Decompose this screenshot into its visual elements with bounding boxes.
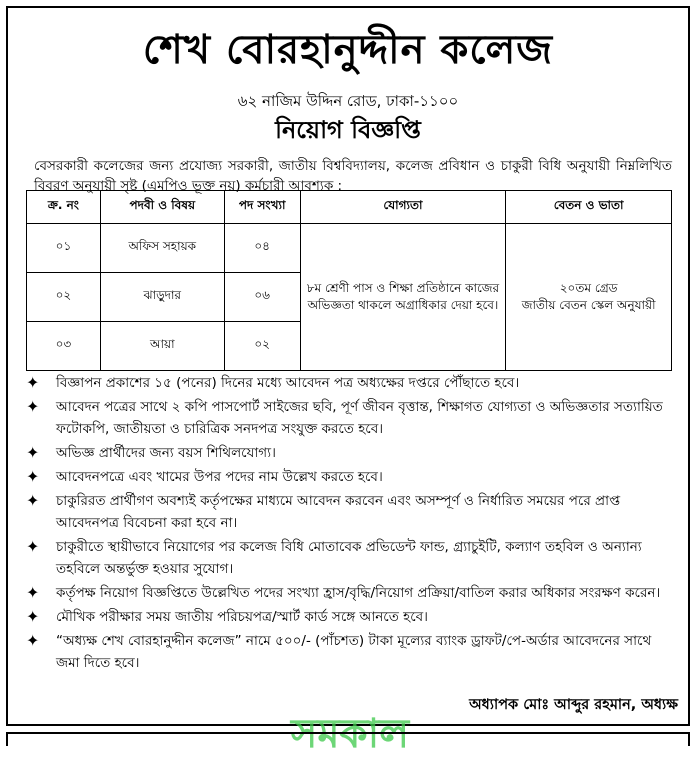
list-item: ✦ মৌখিক পরীক্ষার সময় জাতীয় পরিচয়পত্র/স্মার্ট কার্ড সঙ্গে আনতে হবে। — [26, 607, 429, 626]
newspaper-watermark: সমকাল — [290, 711, 410, 757]
row-count: ০২ — [224, 322, 300, 371]
list-item: ✦ “অধ্যক্ষ শেখ বোরহানুদ্দীন কলেজ” নামে ৫০০/- (পাঁচশত) টাকা মূল্যের ব্যাংক ড্রাফট/পে-অর্ডার আবেদনের সাথে জমা দিতে হবে। — [26, 631, 652, 671]
row-serial: ০৩ — [27, 322, 101, 371]
header-qualification: যোগ্যতা — [300, 191, 506, 224]
row-count: ০৪ — [224, 224, 300, 273]
bullet-icon: ✦ — [26, 467, 40, 486]
bullet-icon: ✦ — [26, 443, 40, 462]
row-serial: ০২ — [27, 273, 101, 322]
row-count: ০৬ — [224, 273, 300, 322]
table-row — [27, 224, 672, 273]
college-name: শেখ বোরহানুদ্দীন কলেজ — [142, 27, 554, 73]
list-item: ✦ অভিজ্ঞ প্রার্থীদের জন্য বয়স শিথিলযোগ্য। — [26, 443, 276, 462]
bullet-icon: ✦ — [26, 397, 40, 416]
row-post: আয়া — [100, 322, 224, 371]
bullet-icon: ✦ — [26, 491, 40, 510]
terms-list — [26, 372, 672, 676]
list-item: ✦ চাকুরীতে স্থায়ীভাবে নিয়োগের পর কলেজ বিধি মোতাবেক প্রভিডেন্ট ফান্ড, গ্র্যাচুইটি, কল্যাণ তহবিল ও অন্যান্য তহবিলে অন্তর্ভুক্ত হওয়ার সুযোগ। — [26, 537, 642, 577]
salary-cell — [506, 224, 672, 371]
college-address: ৬২ নাজিম উদ্দিন রোড, ঢাকা-১১০০ — [237, 92, 459, 110]
bullet-icon: ✦ — [26, 537, 40, 556]
list-item: ✦ বিজ্ঞাপন প্রকাশের ১৫ (পনের) দিনের মধ্যে আবেদন পত্র অধ্যক্ষের দপ্তরে পৌঁছাতে হবে। — [26, 373, 520, 392]
list-item: ✦ চাকুরিরত প্রার্থীগণ অবশ্যই কর্তৃপক্ষের মাধ্যমে আবেদন করবেন এবং অসম্পূর্ণ ও নির্ধারিত সময়ের পরে প্রাপ্ত আবেদনপত্র বিবেচনা করা হবে না। — [26, 491, 621, 531]
vacancy-table — [26, 190, 672, 371]
header-count: পদ সংখ্যা — [224, 191, 300, 224]
table-header-row — [27, 191, 672, 224]
bullet-icon: ✦ — [26, 607, 40, 626]
next-notice-edge — [6, 732, 690, 746]
row-serial: ০১ — [27, 224, 101, 273]
bullet-icon: ✦ — [26, 373, 40, 392]
header-serial: ক্র. নং — [27, 191, 101, 224]
notice-title: নিয়োগ বিজ্ঞপ্তি — [275, 116, 421, 144]
header-salary: বেতন ও ভাতা — [506, 191, 672, 224]
list-item: ✦ কর্তৃপক্ষ নিয়োগ বিজ্ঞপ্তিতে উল্লেখিত পদের সংখ্যা হ্রাস/বৃদ্ধি/নিয়োগ প্রক্রিয়া/বাতিল করার অধিকার সংরক্ষণ করেন। — [26, 583, 661, 602]
list-item: ✦ আবেদন পত্রের সাথে ২ কপি পাসপোর্ট সাইজের ছবি, পূর্ণ জীবন বৃত্তান্ত, শিক্ষাগত যোগ্যতা ও অভিজ্ঞতার সত্যায়িত ফটোকপি, জাতীয়তা ও চারিত্রিক সনদপত্র সংযুক্ত করতে হবে। — [26, 397, 663, 437]
list-item: ✦ আবেদনপত্রে এবং খামের উপর পদের নাম উল্লেখ করতে হবে। — [26, 467, 383, 486]
row-post: অফিস সহায়ক — [100, 224, 224, 273]
qualification-cell: ৮ম শ্রেণী পাস ও শিক্ষা প্রতিষ্ঠানে কাজের অভিজ্ঞতা থাকলে অগ্রাধিকার দেয়া হবে। — [300, 224, 506, 371]
bullet-icon: ✦ — [26, 583, 40, 602]
salary-grade: ২০তম গ্রেড — [559, 281, 618, 295]
principal-signature: অধ্যাপক মোঃ আব্দুর রহমান, অধ্যক্ষ — [469, 697, 678, 713]
header-post: পদবী ও বিষয় — [100, 191, 224, 224]
bullet-icon: ✦ — [26, 631, 40, 650]
intro-paragraph: বেসরকারী কলেজের জন্য প্রযোজ্য সরকারী, জাতীয় বিশ্ববিদ্যালয়, কলেজ প্রবিধান ও চাকুরী বিধি অনুযায়ী নিম্নলিখিত বিবরণ অনুযায়ী সৃষ্ট (এমপিও ভূক্ত নয়) কর্মচারী আবশ্যক : — [34, 158, 672, 194]
row-post: ঝাড়ুদার — [100, 273, 224, 322]
salary-scale: জাতীয় বেতন স্কেল অনুযায়ী — [521, 298, 656, 312]
